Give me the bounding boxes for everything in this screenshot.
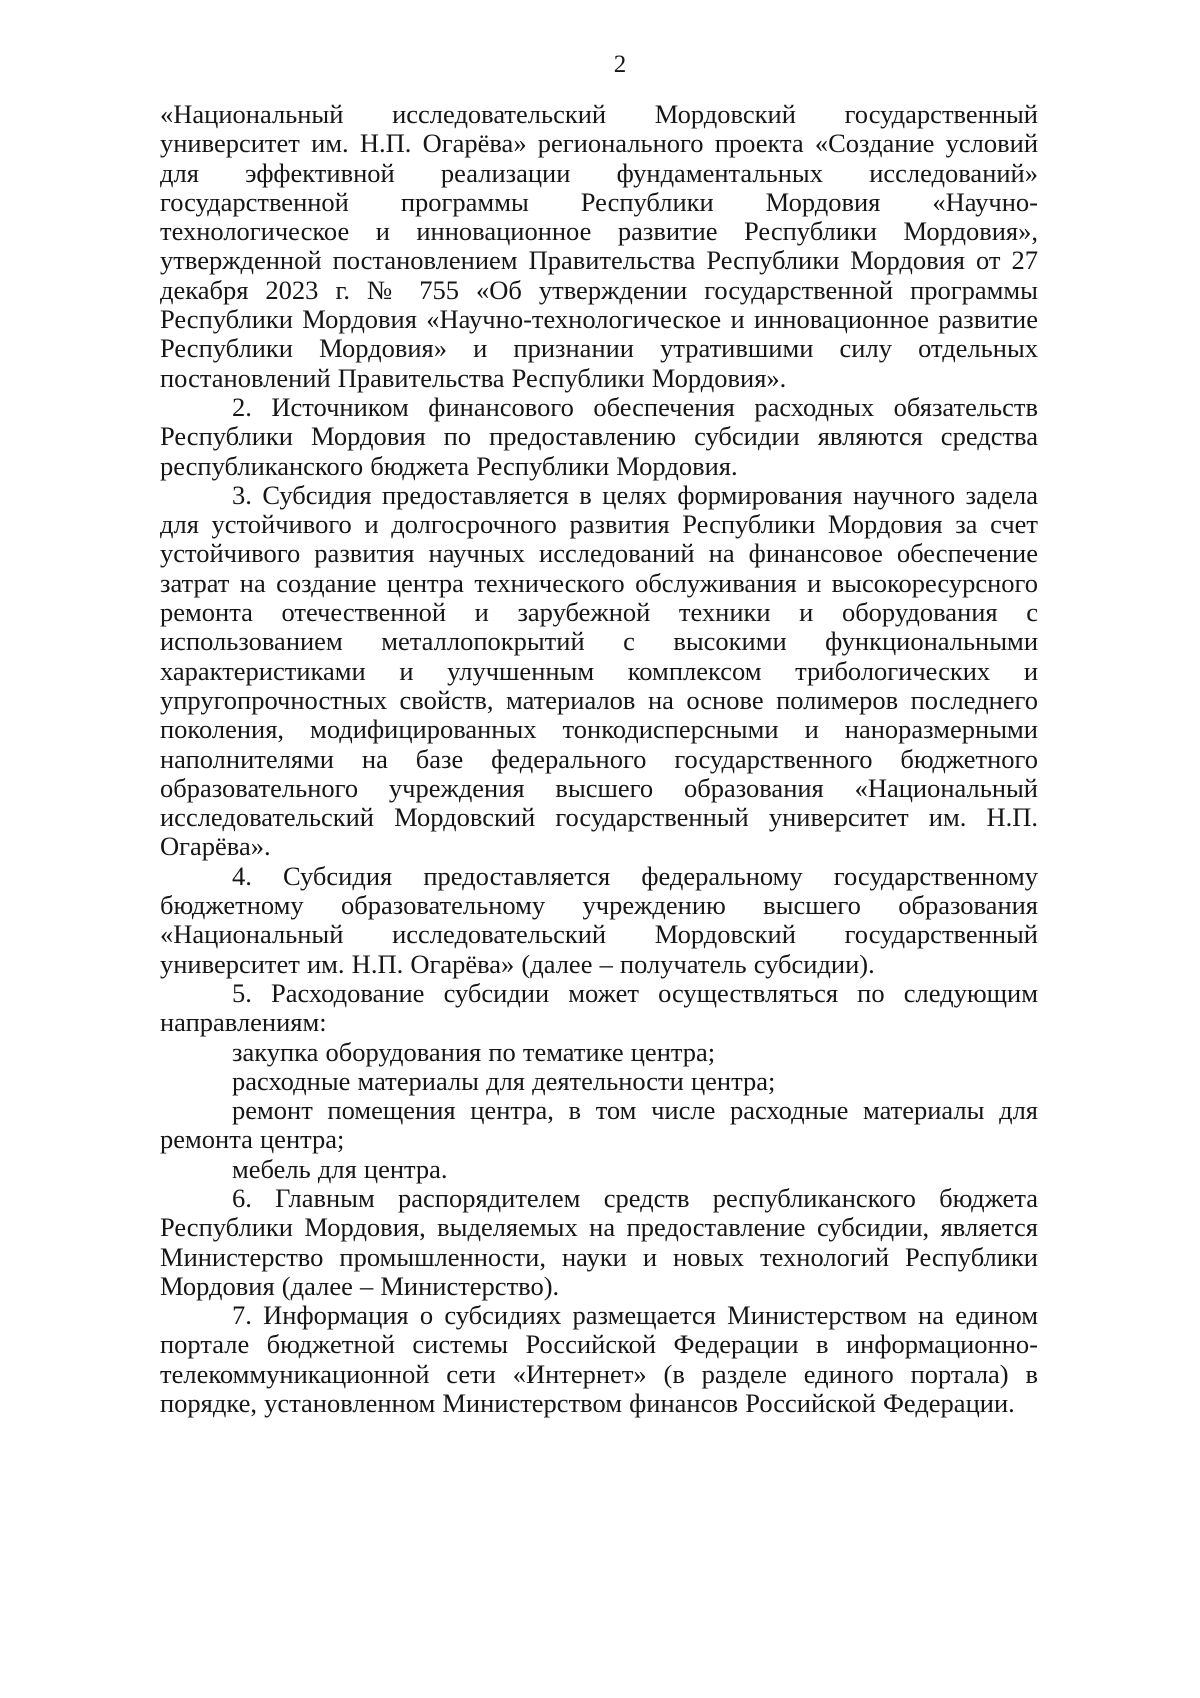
document-body xyxy=(160,100,1038,1418)
page-number: 2 xyxy=(613,51,627,78)
list-item-equipment: закупка оборудования по тематике центра; xyxy=(232,1036,716,1067)
list-item-repair: ремонт помещения центра, в том числе расходные материалы для ремонта центра; xyxy=(160,1095,1038,1155)
paragraph-item-3: 3. Субсидия предоставляется в целях формирования научного задела для устойчивого и долгосрочного развития Республики Мордовия за счет устойчивого развития научных исследований на финансовое обеспечение затрат на создание центра технического обслуживания и высокоресурсного ремонта отечественной и зарубежной техники и оборудования с использованием металлопокрытий с высокими функциональными характеристиками и улучшенным комплексом трибологических и упругопрочностных свойств, материалов на основе полимеров последнего поколения, модифицированных тонкодисперсными и наноразмерными наполнителями на базе федерального государственного бюджетного образовательного учреждения высшего образования «Национальный исследовательский Мордовский государственный университет им. Н.П. Огарёва». xyxy=(160,479,1038,862)
paragraph-item-4: 4. Субсидия предоставляется федеральному государственному бюджетному образовательному учреждению высшего образования «Национальный исследовательский Мордовский государственный университет им. Н.П. Огарёва» (далее – получатель субсидии). xyxy=(160,860,1038,979)
paragraph-item-7: 7. Информация о субсидиях размещается Министерством на едином портале бюджетной системы Российской Федерации в информационно-телекоммуникационной сети «Интернет» (в разделе единого портала) в порядке, установленном Министерством финансов Российской Федерации. xyxy=(160,1300,1038,1419)
paragraph-item-2: 2. Источником финансового обеспечения расходных обязательств Республики Мордовия по предоставлению субсидии являются средства республиканского бюджета Республики Мордовия. xyxy=(160,391,1038,481)
list-item-furniture: мебель для центра. xyxy=(232,1153,448,1184)
paragraph-item-6: 6. Главным распорядителем средств республиканского бюджета Республики Мордовия, выделяемых на предоставление субсидии, является Министерство промышленности, науки и новых технологий Республики Мордовия (далее – Министерство). xyxy=(160,1182,1038,1301)
list-item-consumables: расходные материалы для деятельности центра; xyxy=(232,1065,776,1096)
paragraph-continuation: «Национальный исследовательский Мордовский государственный университет им. Н.П. Огарёва» регионального проекта «Создание условий для эффективной реализации фундаментальных исследований» государственной программы Республики Мордовия «Научно-технологическое и инновационное развитие Республики Мордовия», утвержденной постановлением Правительства Республики Мордовия от 27 декабря 2023 г. № 755 «Об утверждении государственной программы Республики Мордовия «Научно-технологическое и инновационное развитие Республики Мордовия» и признании утратившими силу отдельных постановлений Правительства Республики Мордовия». xyxy=(160,99,1038,393)
paragraph-item-5: 5. Расходование субсидии может осуществляться по следующим направлениям: xyxy=(160,977,1038,1038)
